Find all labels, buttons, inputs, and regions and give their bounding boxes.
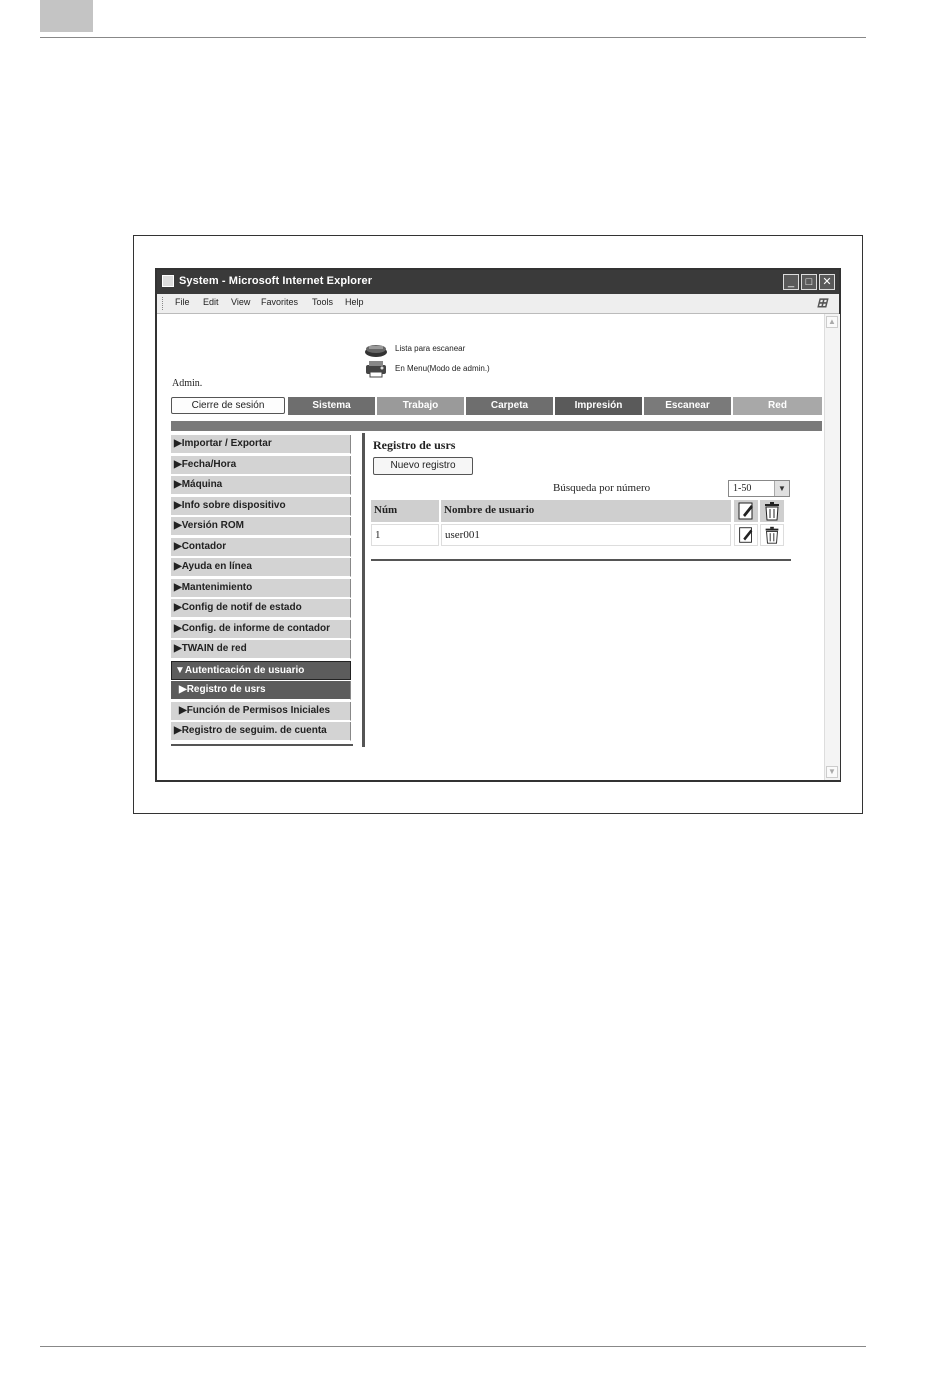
menu-tools[interactable]: Tools <box>312 297 334 307</box>
printer-admin-icon <box>364 360 388 378</box>
menu-edit[interactable]: Edit <box>203 297 219 307</box>
maximize-button[interactable]: □ <box>801 274 817 290</box>
tab-trabajo[interactable]: Trabajo <box>377 397 466 415</box>
status-menu-mode-text: En Menu(Modo de admin.) <box>395 364 490 373</box>
menu-help[interactable]: Help <box>345 297 364 307</box>
header-divider-band <box>171 421 822 431</box>
search-by-number-label: Búsqueda por número <box>553 482 651 494</box>
page-footer-rule <box>40 1346 866 1347</box>
new-registration-button[interactable]: Nuevo registro <box>373 457 473 475</box>
sidebar-item-info-dispositivo[interactable]: ▶Info sobre dispositivo <box>171 497 351 516</box>
number-range-select[interactable] <box>728 480 790 497</box>
column-header-num: Núm <box>371 500 439 522</box>
row-edit-button[interactable] <box>734 524 758 546</box>
main-tabs <box>288 397 822 415</box>
title-bar <box>157 270 839 294</box>
tab-sistema[interactable]: Sistema <box>288 397 377 415</box>
sidebar-item-importar-exportar[interactable]: ▶Importar / Exportar <box>171 435 351 454</box>
menu-view[interactable]: View <box>231 297 251 307</box>
sidebar-item-config-informe-contador[interactable]: ▶Config. de informe de contador <box>171 620 351 639</box>
trash-icon <box>760 500 784 522</box>
app-icon <box>162 275 174 287</box>
number-range-value: 1-50 <box>733 483 752 494</box>
row-delete-button[interactable] <box>760 524 784 546</box>
sidebar-item-autenticacion-usuario[interactable]: ▼Autenticación de usuario <box>171 661 351 680</box>
page-corner-tab <box>40 0 93 32</box>
tab-escanear[interactable]: Escanear <box>644 397 733 415</box>
logout-button[interactable]: Cierre de sesión <box>171 397 285 414</box>
scroll-up-icon[interactable]: ▲ <box>826 316 838 328</box>
sidebar-item-mantenimiento[interactable]: ▶Mantenimiento <box>171 579 351 598</box>
scroll-down-icon[interactable]: ▼ <box>826 766 838 778</box>
sidebar-item-maquina[interactable]: ▶Máquina <box>171 476 351 495</box>
header-edit-cell <box>734 500 758 522</box>
window-title: System - Microsoft Internet Explorer <box>179 275 373 287</box>
menu-favorites[interactable]: Favorites <box>261 297 299 307</box>
tab-carpeta[interactable]: Carpeta <box>466 397 555 415</box>
chevron-down-icon[interactable]: ▼ <box>774 481 789 496</box>
menu-bar <box>157 294 839 314</box>
column-header-username: Nombre de usuario <box>441 500 731 522</box>
table-bottom-rule <box>371 559 791 561</box>
trash-icon <box>761 525 783 545</box>
minimize-button[interactable]: _ <box>783 274 799 290</box>
tab-impresion[interactable]: Impresión <box>555 397 644 415</box>
sidebar-subitem-registro-usrs[interactable]: ▶Registro de usrs <box>171 681 351 700</box>
page-header-rule <box>40 37 866 38</box>
header-delete-cell <box>760 500 784 522</box>
sidebar-item-config-notif-estado[interactable]: ▶Config de notif de estado <box>171 599 351 618</box>
toolbar-grip <box>162 297 165 310</box>
tab-red[interactable]: Red <box>733 397 822 415</box>
sidebar-bottom-rule <box>171 744 353 746</box>
scanner-ready-icon <box>364 342 388 358</box>
vertical-scrollbar[interactable] <box>824 314 840 780</box>
sidebar-item-contador[interactable]: ▶Contador <box>171 538 351 557</box>
sidebar-subitem-funcion-permisos[interactable]: ▶Función de Permisos Iniciales <box>171 702 351 721</box>
sidebar-item-registro-seguim-cuenta[interactable]: ▶Registro de seguim. de cuenta <box>171 722 351 741</box>
page-title: Registro de usrs <box>373 438 456 452</box>
sidebar-item-twain-de-red[interactable]: ▶TWAIN de red <box>171 640 351 659</box>
close-button[interactable]: ✕ <box>819 274 835 290</box>
edit-icon <box>734 500 758 522</box>
sidebar-item-fecha-hora[interactable]: ▶Fecha/Hora <box>171 456 351 475</box>
edit-icon <box>735 525 757 545</box>
windows-logo-icon: ⊞ <box>816 295 828 310</box>
sidebar-item-version-rom[interactable]: ▶Versión ROM <box>171 517 351 536</box>
table-cell-num: 1 <box>371 524 439 546</box>
menu-file[interactable]: File <box>175 297 190 307</box>
table-cell-username: user001 <box>441 524 731 546</box>
sidebar-item-ayuda-en-linea[interactable]: ▶Ayuda en línea <box>171 558 351 577</box>
status-ready-text: Lista para escanear <box>395 344 466 353</box>
browser-window <box>155 268 841 782</box>
admin-label: Admin. <box>172 378 203 389</box>
vertical-divider <box>362 433 365 747</box>
